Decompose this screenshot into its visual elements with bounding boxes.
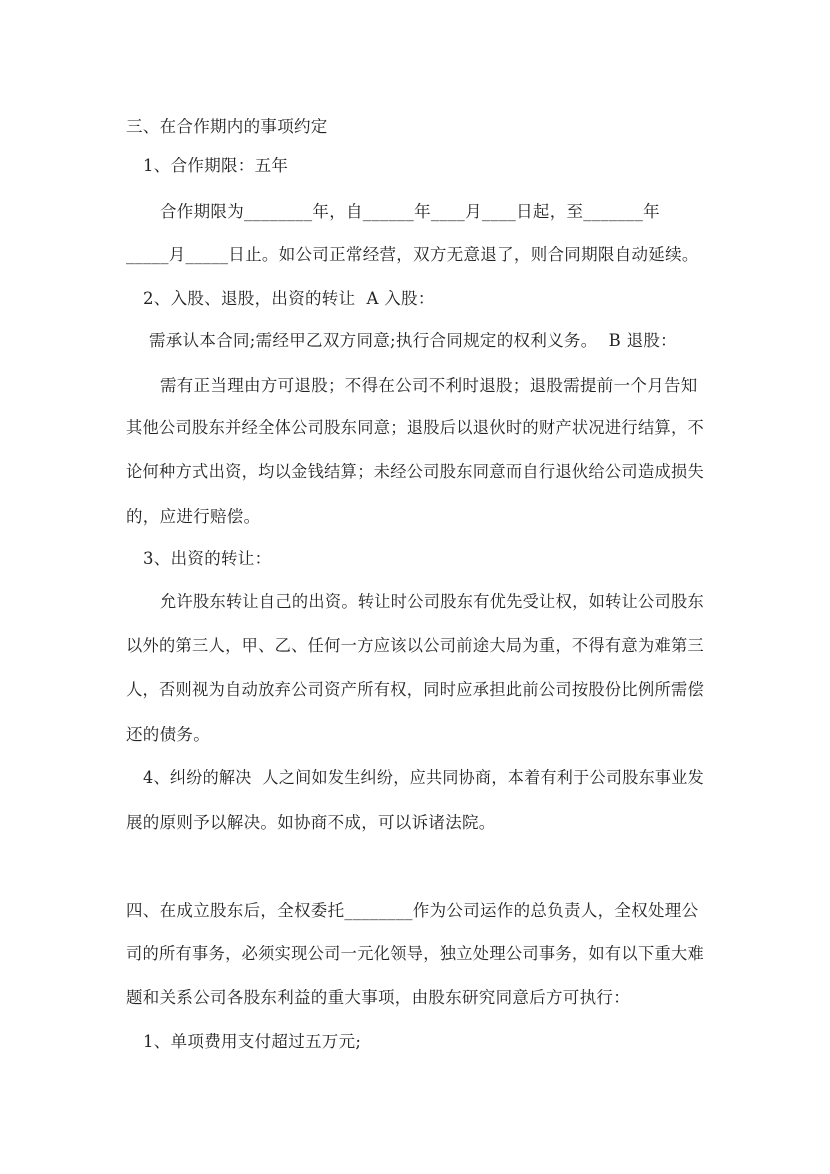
text-line: 论何种方式出资，均以金钱结算；未经公司股东同意而自行退伙给公司造成损失 [126, 462, 704, 481]
text-line: 其他公司股东并经全体公司股东同意；退股后以退伙时的财产状况进行结算，不 [126, 418, 704, 437]
text-line: 允许股东转让自己的出资。转让时公司股东有优先受让权，如转让公司股东 [160, 592, 704, 611]
text-line: 司的所有事务，必须实现公司一元化领导，独立处理公司事务，如有以下重大难 [126, 944, 704, 963]
text-line: 1、单项费用支付超过五万元; [143, 1032, 362, 1051]
text-line: 还的债务。 [126, 725, 210, 744]
text-line: 4、纠纷的解决 人之间如发生纠纷，应共同协商，本着有利于公司股东事业发 [143, 768, 704, 787]
text-line: 需有正当理由方可退股；不得在公司不利时退股；退股需提前一个月告知 [160, 376, 698, 395]
text-line: 以外的第三人，甲、乙、任何一方应该以公司前途大局为重，不得有意为难第三 [126, 636, 704, 655]
text-line: 题和关系公司各股东利益的重大事项，由股东研究同意后方可执行： [126, 988, 630, 1007]
text-line: 3、出资的转让： [143, 549, 272, 568]
text-line: 人，否则视为自动放弃公司资产所有权，同时应承担此前公司按股份比例所需偿 [126, 680, 704, 699]
text-line: 展的原则予以解决。如协商不成，可以诉诸法院。 [126, 813, 496, 832]
text-line: 1、合作期限：五年 [143, 156, 289, 175]
text-line: 2、入股、退股，出资的转让 A 入股： [143, 289, 435, 308]
text-line: _____月_____日止。如公司正常经营，双方无意退了，则合同期限自动延续。 [126, 245, 699, 264]
text-line: 需承认本合同;需经甲乙双方同意;执行合同规定的权利义务。 B 退股： [149, 331, 677, 350]
text-line: 合作期限为________年，自______年____月____日起，至_______年 [160, 202, 660, 221]
text-line: 三、在合作期内的事项约定 [126, 117, 328, 136]
text-line: 四、在成立股东后，全权委托________作为公司运作的总负责人，全权处理公 [126, 901, 699, 920]
text-line: 的，应进行赔偿。 [126, 507, 261, 526]
